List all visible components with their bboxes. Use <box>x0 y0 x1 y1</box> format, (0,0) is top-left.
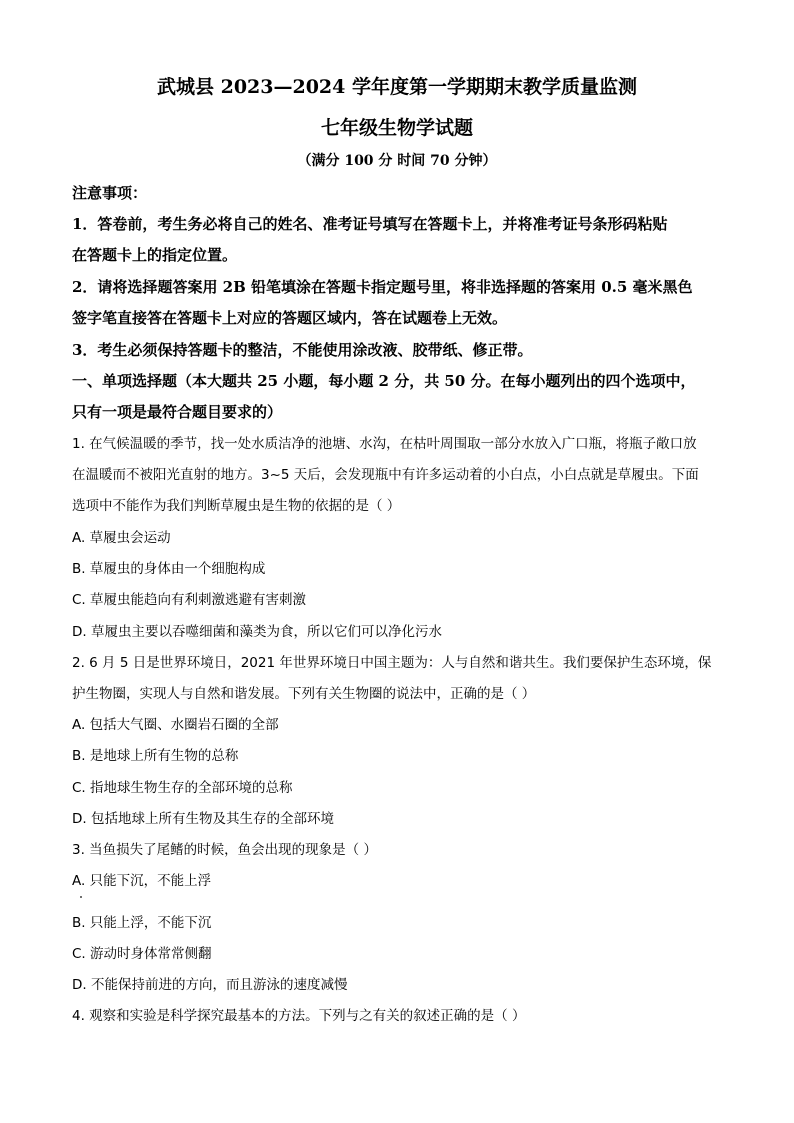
question-1-option-d: D. 草履虫主要以吞噬细菌和藻类为食，所以它们可以净化污水 <box>72 624 442 640</box>
section-heading-line-1: 一、单项选择题（本大题共 25 小题，每小题 2 分，共 50 分。在每小题列出的四个选项中， <box>72 372 696 390</box>
score-time-note: （满分 100 分 时间 70 分钟） <box>297 153 497 169</box>
stray-mark <box>80 896 82 898</box>
notice-heading: 注意事项： <box>72 184 148 202</box>
question-2-option-b: B. 是地球上所有生物的总称 <box>72 748 239 764</box>
question-3-option-a: A. 只能下沉，不能上浮 <box>72 873 212 889</box>
question-1-option-c: C. 草履虫能趋向有利刺激逃避有害刺激 <box>72 592 307 608</box>
question-3-option-c: C. 游动时身体常常侧翻 <box>72 946 212 962</box>
question-1-line-3: 选项中不能作为我们判断草履虫是生物的依据的是（ ） <box>72 498 401 514</box>
question-2-option-d: D. 包括地球上所有生物及其生存的全部环境 <box>72 811 334 827</box>
question-1-line-1: 1. 在气候温暖的季节，找一处水质洁净的池塘、水沟，在枯叶周围取一部分水放入广口瓶，将瓶子敞口放 <box>72 436 697 452</box>
notice-item-1-line-2: 在答题卡上的指定位置。 <box>72 246 238 264</box>
question-1-line-2: 在温暖而不被阳光直射的地方。3~5 天后，会发现瓶中有许多运动着的小白点，小白点就是草履虫。下面 <box>72 467 699 483</box>
question-1-option-b: B. 草履虫的身体由一个细胞构成 <box>72 561 266 577</box>
exam-subtitle: 七年级生物学试题 <box>320 117 473 139</box>
notice-item-2-line-2: 签字笔直接答在答题卡上对应的答题区域内，答在试题卷上无效。 <box>72 309 508 327</box>
section-heading-line-2: 只有一项是最符合题目要求的） <box>72 403 283 421</box>
question-1-option-a: A. 草履虫会运动 <box>72 530 171 546</box>
question-3-option-d: D. 不能保持前进的方向，而且游泳的速度减慢 <box>72 977 348 993</box>
question-3-line-1: 3. 当鱼损失了尾鳍的时候，鱼会出现的现象是（ ） <box>72 842 377 858</box>
question-3-option-b: B. 只能上浮，不能下沉 <box>72 915 212 931</box>
question-2-option-c: C. 指地球生物生存的全部环境的总称 <box>72 780 293 796</box>
exam-title: 武城县 2023—2024 学年度第一学期期末教学质量监测 <box>157 76 637 98</box>
question-4-line-1: 4. 观察和实验是科学探究最基本的方法。下列与之有关的叙述正确的是（ ） <box>72 1008 526 1024</box>
notice-item-3: 3．考生必须保持答题卡的整洁，不能使用涂改液、胶带纸、修正带。 <box>72 341 533 359</box>
question-2-option-a: A. 包括大气圈、水圈岩石圈的全部 <box>72 717 279 733</box>
question-2-line-1: 2. 6 月 5 日是世界环境日，2021 年世界环境日中国主题为：人与自然和谐共生。我们要保护生态环境，保 <box>72 655 712 671</box>
question-2-line-2: 护生物圈，实现人与自然和谐发展。下列有关生物圈的说法中，正确的是（ ） <box>72 686 536 702</box>
notice-item-1-line-1: 1．答卷前，考生务必将自己的姓名、准考证号填写在答题卡上，并将准考证号条形码粘贴 <box>72 215 668 233</box>
notice-item-2-line-1: 2．请将选择题答案用 2B 铅笔填涂在答题卡指定题号里，将非选择题的答案用 0.5 毫米黑色 <box>72 278 693 296</box>
